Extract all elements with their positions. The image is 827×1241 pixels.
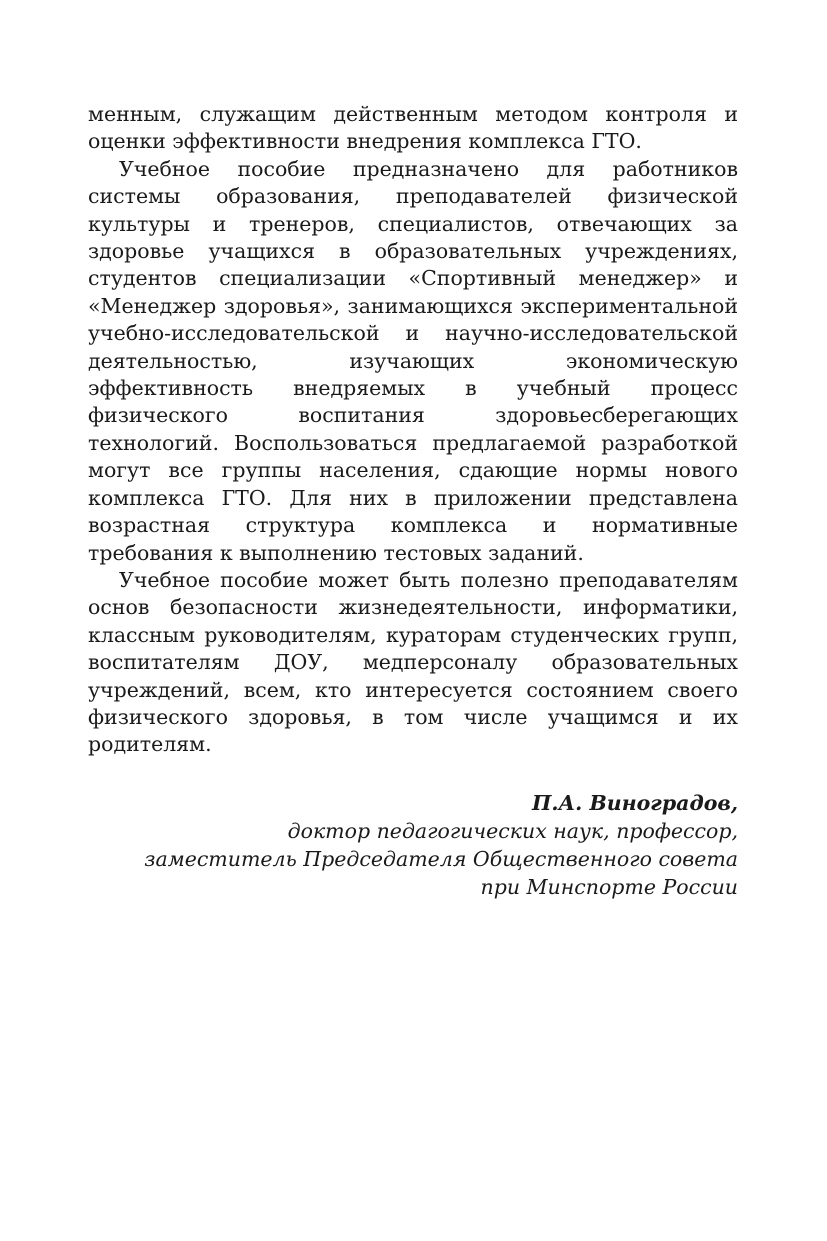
paragraph-audience: Учебное пособие предназначено для работников системы образования, преподавателей физической культуры и тренеров, специалистов, отвечающих за здоровье учащихся в образовательных учреждениях, студентов специализации «Спортивный менеджер» и «Менеджер здоровья», занимающихся экспериментальной учебно-исследовательской и научно-исследовательской деятельностью, изучающих экономическую эффективность внедряемых в учебный процесс физического воспитания здоровьесберегающих технологий. Воспользоваться предлагаемой разработкой могут все группы населения, сдающие нормы нового комплекса ГТО. Для них в приложении представлена возрастная структура комплекса и нормативные требования к выполнению тестовых заданий.	[88, 156, 738, 565]
signature-position: заместитель Председателя Общественного совета	[144, 846, 738, 871]
document-page	[88, 101, 738, 901]
signature-block	[88, 789, 738, 901]
paragraph-continued: менным, служащим действенным методом контроля и оценки эффективности внедрения комплекса ГТО.	[88, 102, 738, 154]
signature-degree: доктор педагогических наук, профессор,	[287, 818, 738, 843]
paragraph-usefulness: Учебное пособие может быть полезно преподавателям основ безопасности жизнедеятельности, информатики, классным руководителям, кураторам студенческих групп, воспитателям ДОУ, медперсоналу образовательных учреждений, всем, кто интересуется состоянием своего физического здоровья, в том числе учащимся и их родителям.	[88, 567, 738, 757]
signature-name: П.А. Виноградов,	[531, 790, 738, 815]
signature-organization: при Минспорте России	[480, 874, 738, 899]
